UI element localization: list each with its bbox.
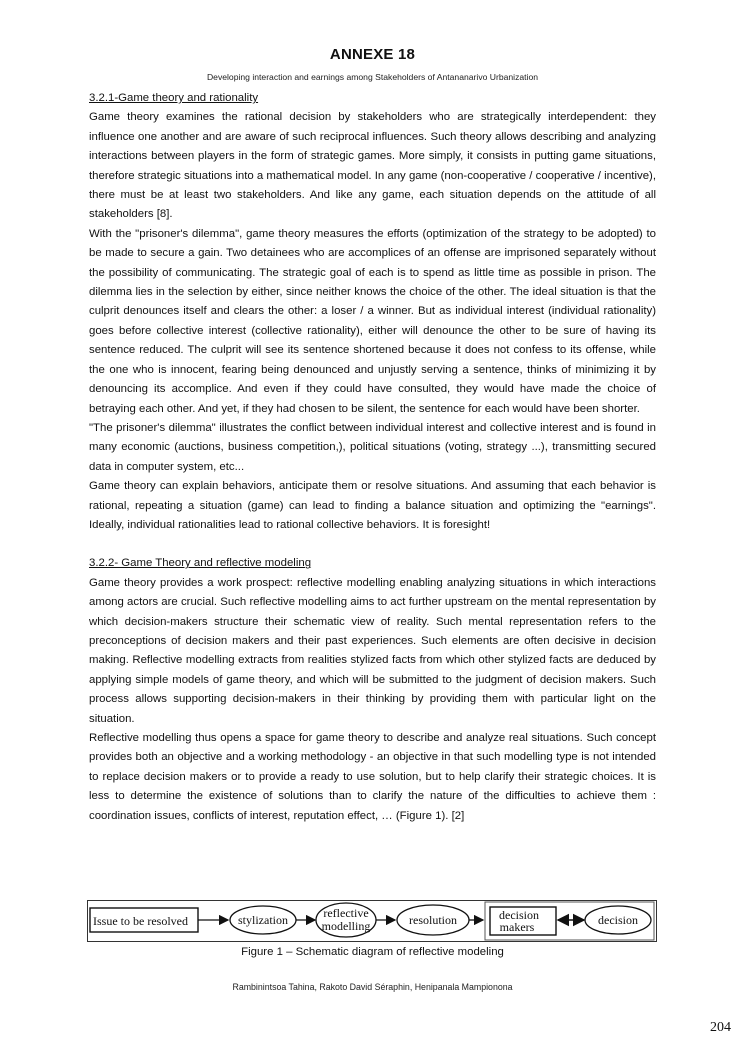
body-text (89, 89, 656, 826)
authors-footer: Rambinintsoa Tahina, Rakoto David Séraphin, Henipanala Mampionona (232, 982, 513, 992)
resolution-label: resolution (409, 913, 457, 927)
section-heading-game-theory-rationality: 3.2.1-Game theory and rationality (89, 92, 259, 104)
paragraph: Game theory can explain behaviors, anticipate them or resolve situations. And assuming that each behavior is rational, repeating a situation (game) can lead to finding a balance situation and optimizing the "earnings". Ideally, individual rationalities lead to rational collective behaviors. It is foresight! (89, 480, 656, 531)
paragraph: Game theory examines the rational decision by stakeholders who are strategically interdependent: they influence one another and are aware of such reciprocal influences. Such theory allows describing and analyzing interactions between players in the form of strategic games. More simply, it consists in putting game situations, therefore strategic situations into a mathematical model. In any game (non-cooperative / cooperative / incentive), there must be at least two stakeholders. And like any game, each situation depends on the attitude of all stakeholders [8]. (89, 111, 656, 221)
reflective-label-line1: reflective (323, 906, 369, 920)
paragraph: Game theory provides a work prospect: reflective modelling enabling analyzing situations in which interactions among actors are crucial. Such reflective modelling aims to act further upstream on the mental representation by which decision-makers structure their schematic view of reality. Such mental representation refers to the preconceptions of decision makers and their past experiences. Such elements are often decisive in decision making. Reflective modelling extracts from realities stylized facts from which other stylized facts are deduced by applying simple models of game theory, and which will be submitted to the judgment of decision makers. Such process allows supporting decision-makers in their thinking by providing them with particular light on the situation. (89, 576, 656, 725)
paragraph: "The prisoner's dilemma" illustrates the conflict between individual interest and collective interest and is found in many economic (auctions, business competition,), political situations (voting, strategy ...), transmitting secured data in computer system, etc... (89, 421, 656, 473)
page-number: 204 (710, 1020, 731, 1035)
reflective-label-line2: modelling (321, 919, 371, 933)
section-spacer (89, 535, 656, 554)
figure-reflective-modeling-diagram (87, 900, 657, 942)
page-title: ANNEXE 18 (329, 46, 416, 63)
issue-label: Issue to be resolved (93, 914, 188, 928)
paragraph: With the "prisoner's dilemma", game theory measures the efforts (optimization of the strategy to be adopted) to be made to secure a gain. Two detainees who are accomplices of an offense are imprisoned separately without the possibility of communicating. The strategic goal of each is to spend as little time as possible in prison. The dilemma lies in the selection by either, since neither knows the choice of the other. The ideal situation is that the culprit denounces itself and clears the other: a loser / a winner. But as individual interest (individual rationality) goes before collective interest (collective rationality), either will denounce the other to be sure of having its sentence reduced. The culprit will see its sentence shortened because it does not confess to its offense, while the one who is innocent, fearing being denounced and unjustly serving a sentence, thinks of minimizing it by denouncing its accomplice. And even if they could have consulted, they would have made the choice of betraying each other. And yet, if they had chosen to be silent, the sentence for each would have been shorter. (89, 227, 656, 415)
decision-makers-label-line1: decision (499, 908, 539, 922)
stylization-label: stylization (238, 913, 288, 927)
page-subtitle: Developing interaction and earnings among Stakeholders of Antananarivo Urbanization (206, 72, 539, 82)
decision-makers-label-line2: makers (499, 920, 535, 934)
decision-label: decision (598, 913, 638, 927)
figure-caption: Figure 1 – Schematic diagram of reflective modeling (241, 946, 504, 958)
paragraph: Reflective modelling thus opens a space for game theory to describe and analyze real situations. Such concept provides both an objective and a working methodology - an objective in that such modelling type is not intended to replace decision makers or to provide a ready to use solution, but to help clarify their strategic choices. It is less to determine the existence of solutions than to clarify the nature of the difficulties to achieve them : coordination issues, conflicts of interest, reputation effect, … (Figure 1). [2] (89, 732, 656, 822)
section-heading-reflective-modeling: 3.2.2- Game Theory and reflective modeling (89, 557, 312, 570)
